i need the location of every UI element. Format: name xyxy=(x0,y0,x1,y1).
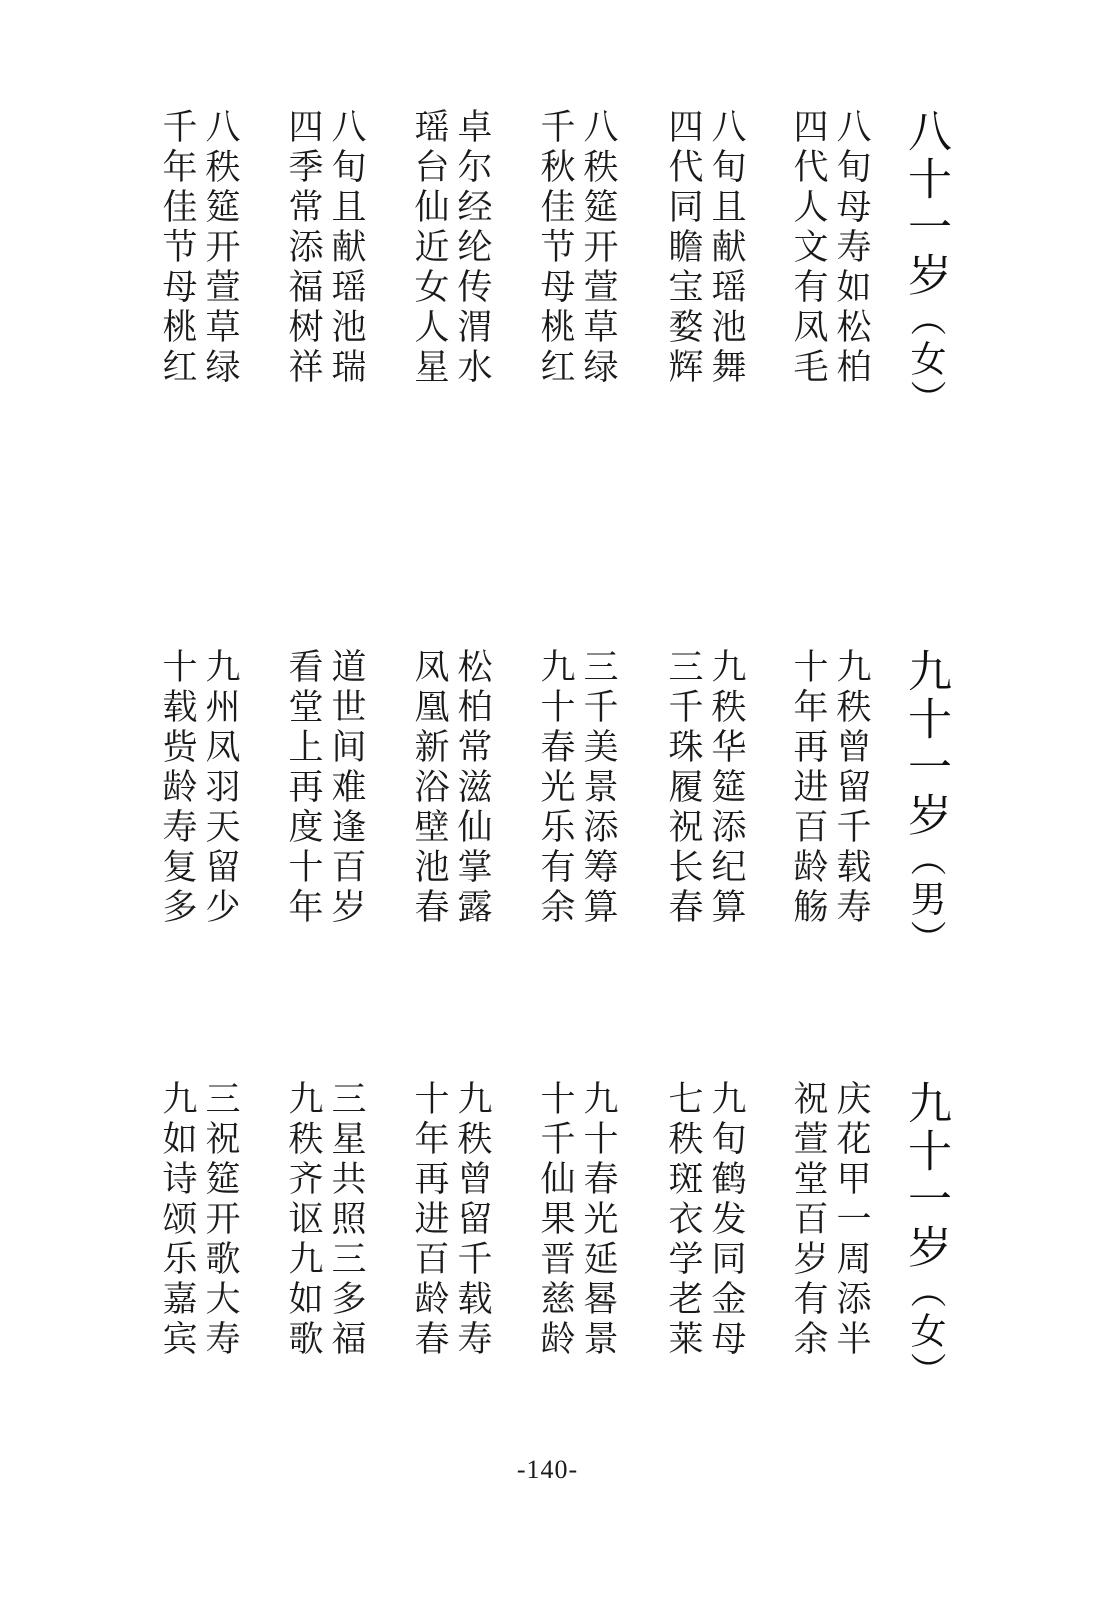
couplet-right-line: 九十春光延晷景 xyxy=(578,1080,618,1360)
couplet-left-line: 四代人文有凤毛 xyxy=(788,108,828,388)
couplet-right-line: 道世间难逢百岁 xyxy=(326,648,366,928)
section-91-female xyxy=(0,1080,1095,1500)
heading-title: 八十一岁 xyxy=(900,108,951,300)
couplet-left-line: 九如诗颂乐嘉宾 xyxy=(157,1080,197,1360)
couplet-left-line: 九秩齐讴九如歌 xyxy=(283,1080,323,1360)
couplet-left-line: 七秩斑衣学老莱 xyxy=(663,1080,703,1360)
couplet-right-line: 九秩曾留千载寿 xyxy=(831,648,871,928)
couplet-left-line: 千秋佳节母桃红 xyxy=(535,108,575,388)
couplet-left-line: 祝萱堂百岁有余 xyxy=(788,1080,828,1360)
section-81-female xyxy=(0,108,1095,528)
couplet-right-line: 九州凤羽天留少 xyxy=(200,648,240,928)
couplet-right-line: 八旬母寿如松柏 xyxy=(831,108,871,388)
couplet-right-line: 八旬且献瑶池舞 xyxy=(706,108,746,388)
couplet-left-line: 十年再进百龄春 xyxy=(409,1080,449,1360)
section-heading xyxy=(895,108,955,420)
couplet-right-line: 八旬且献瑶池瑞 xyxy=(326,108,366,388)
couplet-right-line: 八秩筵开萱草绿 xyxy=(200,108,240,388)
couplet-left-line: 四代同瞻宝婺辉 xyxy=(663,108,703,388)
heading-gender: （女） xyxy=(905,300,946,420)
couplet-left-line: 十载赀龄寿复多 xyxy=(157,648,197,928)
couplet-right-line: 八秩筵开萱草绿 xyxy=(578,108,618,388)
couplet-left-line: 十千仙果晋慈龄 xyxy=(535,1080,575,1360)
couplet-right-line: 卓尔经纶传渭水 xyxy=(452,108,492,388)
section-heading xyxy=(895,1080,955,1392)
couplet-right-line: 九秩曾留千载寿 xyxy=(452,1080,492,1360)
couplet-right-line: 三祝筵开歌大寿 xyxy=(200,1080,240,1360)
heading-title: 九十一岁 xyxy=(900,648,951,840)
couplet-right-line: 九秩华筵添纪算 xyxy=(706,648,746,928)
heading-gender: （女） xyxy=(905,1272,946,1392)
couplet-right-line: 松柏常滋仙掌露 xyxy=(452,648,492,928)
heading-gender: （男） xyxy=(905,840,946,960)
couplet-right-line: 庆花甲一周添半 xyxy=(831,1080,871,1360)
section-91-male xyxy=(0,648,1095,1068)
couplet-right-line: 九旬鹤发同金母 xyxy=(706,1080,746,1360)
couplet-left-line: 十年再进百龄觞 xyxy=(788,648,828,928)
page-number: -140- xyxy=(516,1455,579,1484)
couplet-left-line: 千年佳节母桃红 xyxy=(157,108,197,388)
heading-title: 九十一岁 xyxy=(900,1080,951,1272)
couplet-left-line: 九十春光乐有余 xyxy=(535,648,575,928)
couplet-left-line: 看堂上再度十年 xyxy=(283,648,323,928)
couplet-right-line: 三千美景添筹算 xyxy=(578,648,618,928)
couplet-left-line: 四季常添福树祥 xyxy=(283,108,323,388)
couplet-left-line: 瑶台仙近女人星 xyxy=(409,108,449,388)
couplet-left-line: 凤凰新浴壁池春 xyxy=(409,648,449,928)
couplet-left-line: 三千珠履祝长春 xyxy=(663,648,703,928)
couplet-right-line: 三星共照三多福 xyxy=(326,1080,366,1360)
section-heading xyxy=(895,648,955,960)
